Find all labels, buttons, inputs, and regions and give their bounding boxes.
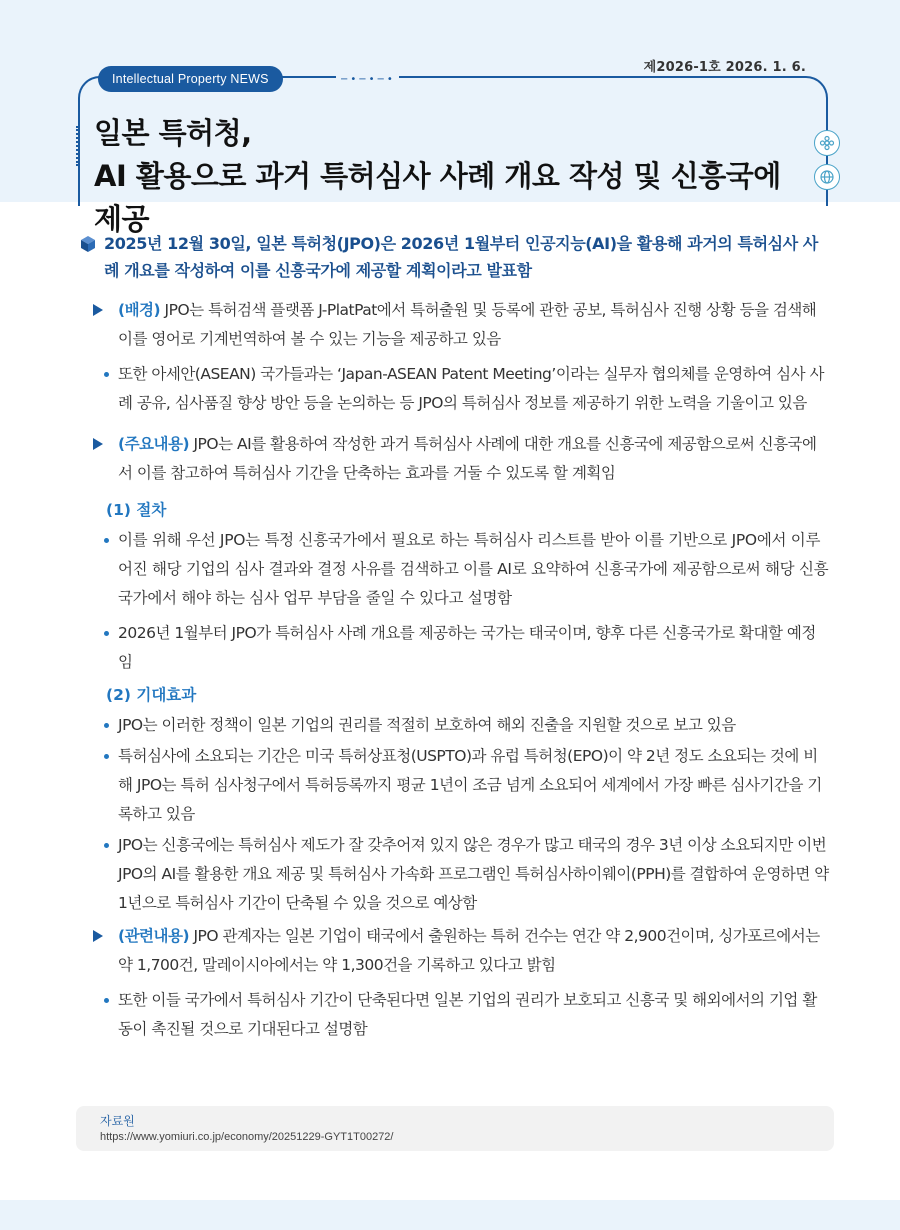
dot-bullet-icon: [104, 998, 109, 1003]
dot-bullet-icon: [104, 631, 109, 636]
background-text: JPO는 특허검색 플랫폼 J-PlatPat에서 특허출원 및 등록에 관한 공보, 특허심사 진행 상황 등을 검색해 이를 영어로 기계번역하여 볼 수 있는 기능을 제공하고 있음: [118, 301, 817, 348]
list-item: [80, 711, 830, 740]
side-icons: [814, 130, 840, 198]
source-box: [76, 1106, 834, 1151]
pill-dots-decoration: −•−•−•: [336, 74, 399, 85]
dot-bullet-icon: [104, 843, 109, 848]
list-item-text: JPO는 신흥국에는 특허심사 제도가 잘 갖추어져 있지 않은 경우가 많고 태국의 경우 3년 이상 소요되지만 이번 JPO의 AI를 활용한 개요 제공 및 특허심사 가속화 프로그램인 특허심사하이웨이(PPH)를 결합하여 운영하면 약 1년으로 특허심사 기간이 단축될 수 있을 것으로 예상함: [118, 836, 829, 912]
tag-background: (배경): [118, 301, 161, 319]
page-title: [94, 112, 794, 241]
list-item-text: 또한 아세안(ASEAN) 국가들과는 ‘Japan-ASEAN Patent Meeting’이라는 실무자 협의체를 운영하여 심사 사례 공유, 심사품질 향상 방안 등을 논의하는 등 JPO의 특허심사 정보를 제공하기 위한 노력을 기울이고 있음: [118, 365, 824, 412]
issue-date: 제2026-1호 2026. 1. 6.: [643, 60, 806, 75]
article-body: [80, 230, 830, 1044]
list-item-text: 또한 이들 국가에서 특허심사 기간이 단축된다면 일본 기업의 권리가 보호되고 신흥국 및 해외에서의 기업 활동이 촉진될 것으로 기대된다고 설명함: [118, 991, 817, 1038]
source-label: 자료원: [100, 1114, 135, 1128]
triangle-bullet-icon: [93, 304, 103, 316]
list-item: [80, 619, 830, 677]
footer-band: [0, 1200, 900, 1230]
dot-bullet-icon: [104, 372, 109, 377]
dot-bullet-icon: [104, 754, 109, 759]
source-link[interactable]: https://www.yomiuri.co.jp/economy/20251229-GYT1T00272/: [100, 1131, 394, 1143]
triangle-bullet-icon: [93, 438, 103, 450]
title-line-2: AI 활용으로 과거 특허심사 사례 개요 작성 및 신흥국에 제공: [94, 159, 781, 236]
tag-main: (주요내용): [118, 435, 190, 453]
lead-summary: [80, 230, 830, 284]
main-text: JPO는 AI를 활용하여 작성한 과거 특허심사 사례에 대한 개요를 신흥국에 제공함으로써 신흥국에서 이를 참고하여 특허심사 기간을 단축하는 효과를 거둘 수 있도록 할 계획임: [118, 435, 817, 482]
news-label: Intellectual Property NEWS: [98, 66, 283, 92]
flower-icon: [814, 130, 840, 156]
list-item: [80, 360, 830, 418]
list-item: [80, 526, 830, 613]
section-related: [80, 922, 830, 980]
list-item: [80, 742, 830, 829]
cube-icon: [80, 235, 96, 253]
related-text: JPO 관계자는 일본 기업이 태국에서 출원하는 특허 건수는 연간 약 2,900건이며, 싱가포르에서는 약 1,700건, 말레이시아에서는 약 1,300건을 기록하고 있다고 밝힘: [118, 927, 820, 974]
title-line-1: 일본 특허청,: [94, 116, 252, 150]
lead-text: 2025년 12월 30일, 일본 특허청(JPO)은 2026년 1월부터 인공지능(AI)을 활용해 과거의 특허심사 사례 개요를 작성하여 이를 신흥국가에 제공할 계획이라고 발표함: [104, 234, 818, 280]
effect-heading: (2) 기대효과: [106, 686, 197, 704]
list-item: [80, 831, 830, 918]
list-item-text: 특허심사에 소요되는 기간은 미국 특허상표청(USPTO)과 유럽 특허청(EPO)이 약 2년 정도 소요되는 것에 비해 JPO는 특허 심사청구에서 특허등록까지 평균 1년이 조금 넘게 소요되어 세계에서 가장 빠른 심사기간을 기록하고 있음: [118, 747, 822, 823]
tag-related: (관련내용): [118, 927, 190, 945]
procedure-heading: (1) 절차: [106, 501, 167, 519]
triangle-bullet-icon: [93, 930, 103, 942]
dot-bullet-icon: [104, 538, 109, 543]
list-item: [80, 986, 830, 1044]
list-item-text: JPO는 이러한 정책이 일본 기업의 권리를 적절히 보호하여 해외 진출을 지원할 것으로 보고 있음: [118, 716, 736, 734]
section-main: [80, 430, 830, 488]
list-item-text: 2026년 1월부터 JPO가 특허심사 사례 개요를 제공하는 국가는 태국이며, 향후 다른 신흥국가로 확대할 예정임: [118, 624, 816, 671]
dot-bullet-icon: [104, 723, 109, 728]
globe-icon: [814, 164, 840, 190]
frame-dots: [76, 126, 80, 166]
list-item-text: 이를 위해 우선 JPO는 특정 신흥국가에서 필요로 하는 특허심사 리스트를 받아 이를 기반으로 JPO에서 이루어진 해당 기업의 심사 결과와 결정 사유를 검색하고 이를 AI로 요약하여 신흥국가에 제공함으로써 해당 신흥국가에서 해야 하는 심사 업무 부담을 줄일 수 있다고 설명함: [118, 531, 829, 607]
section-background: [80, 296, 830, 354]
